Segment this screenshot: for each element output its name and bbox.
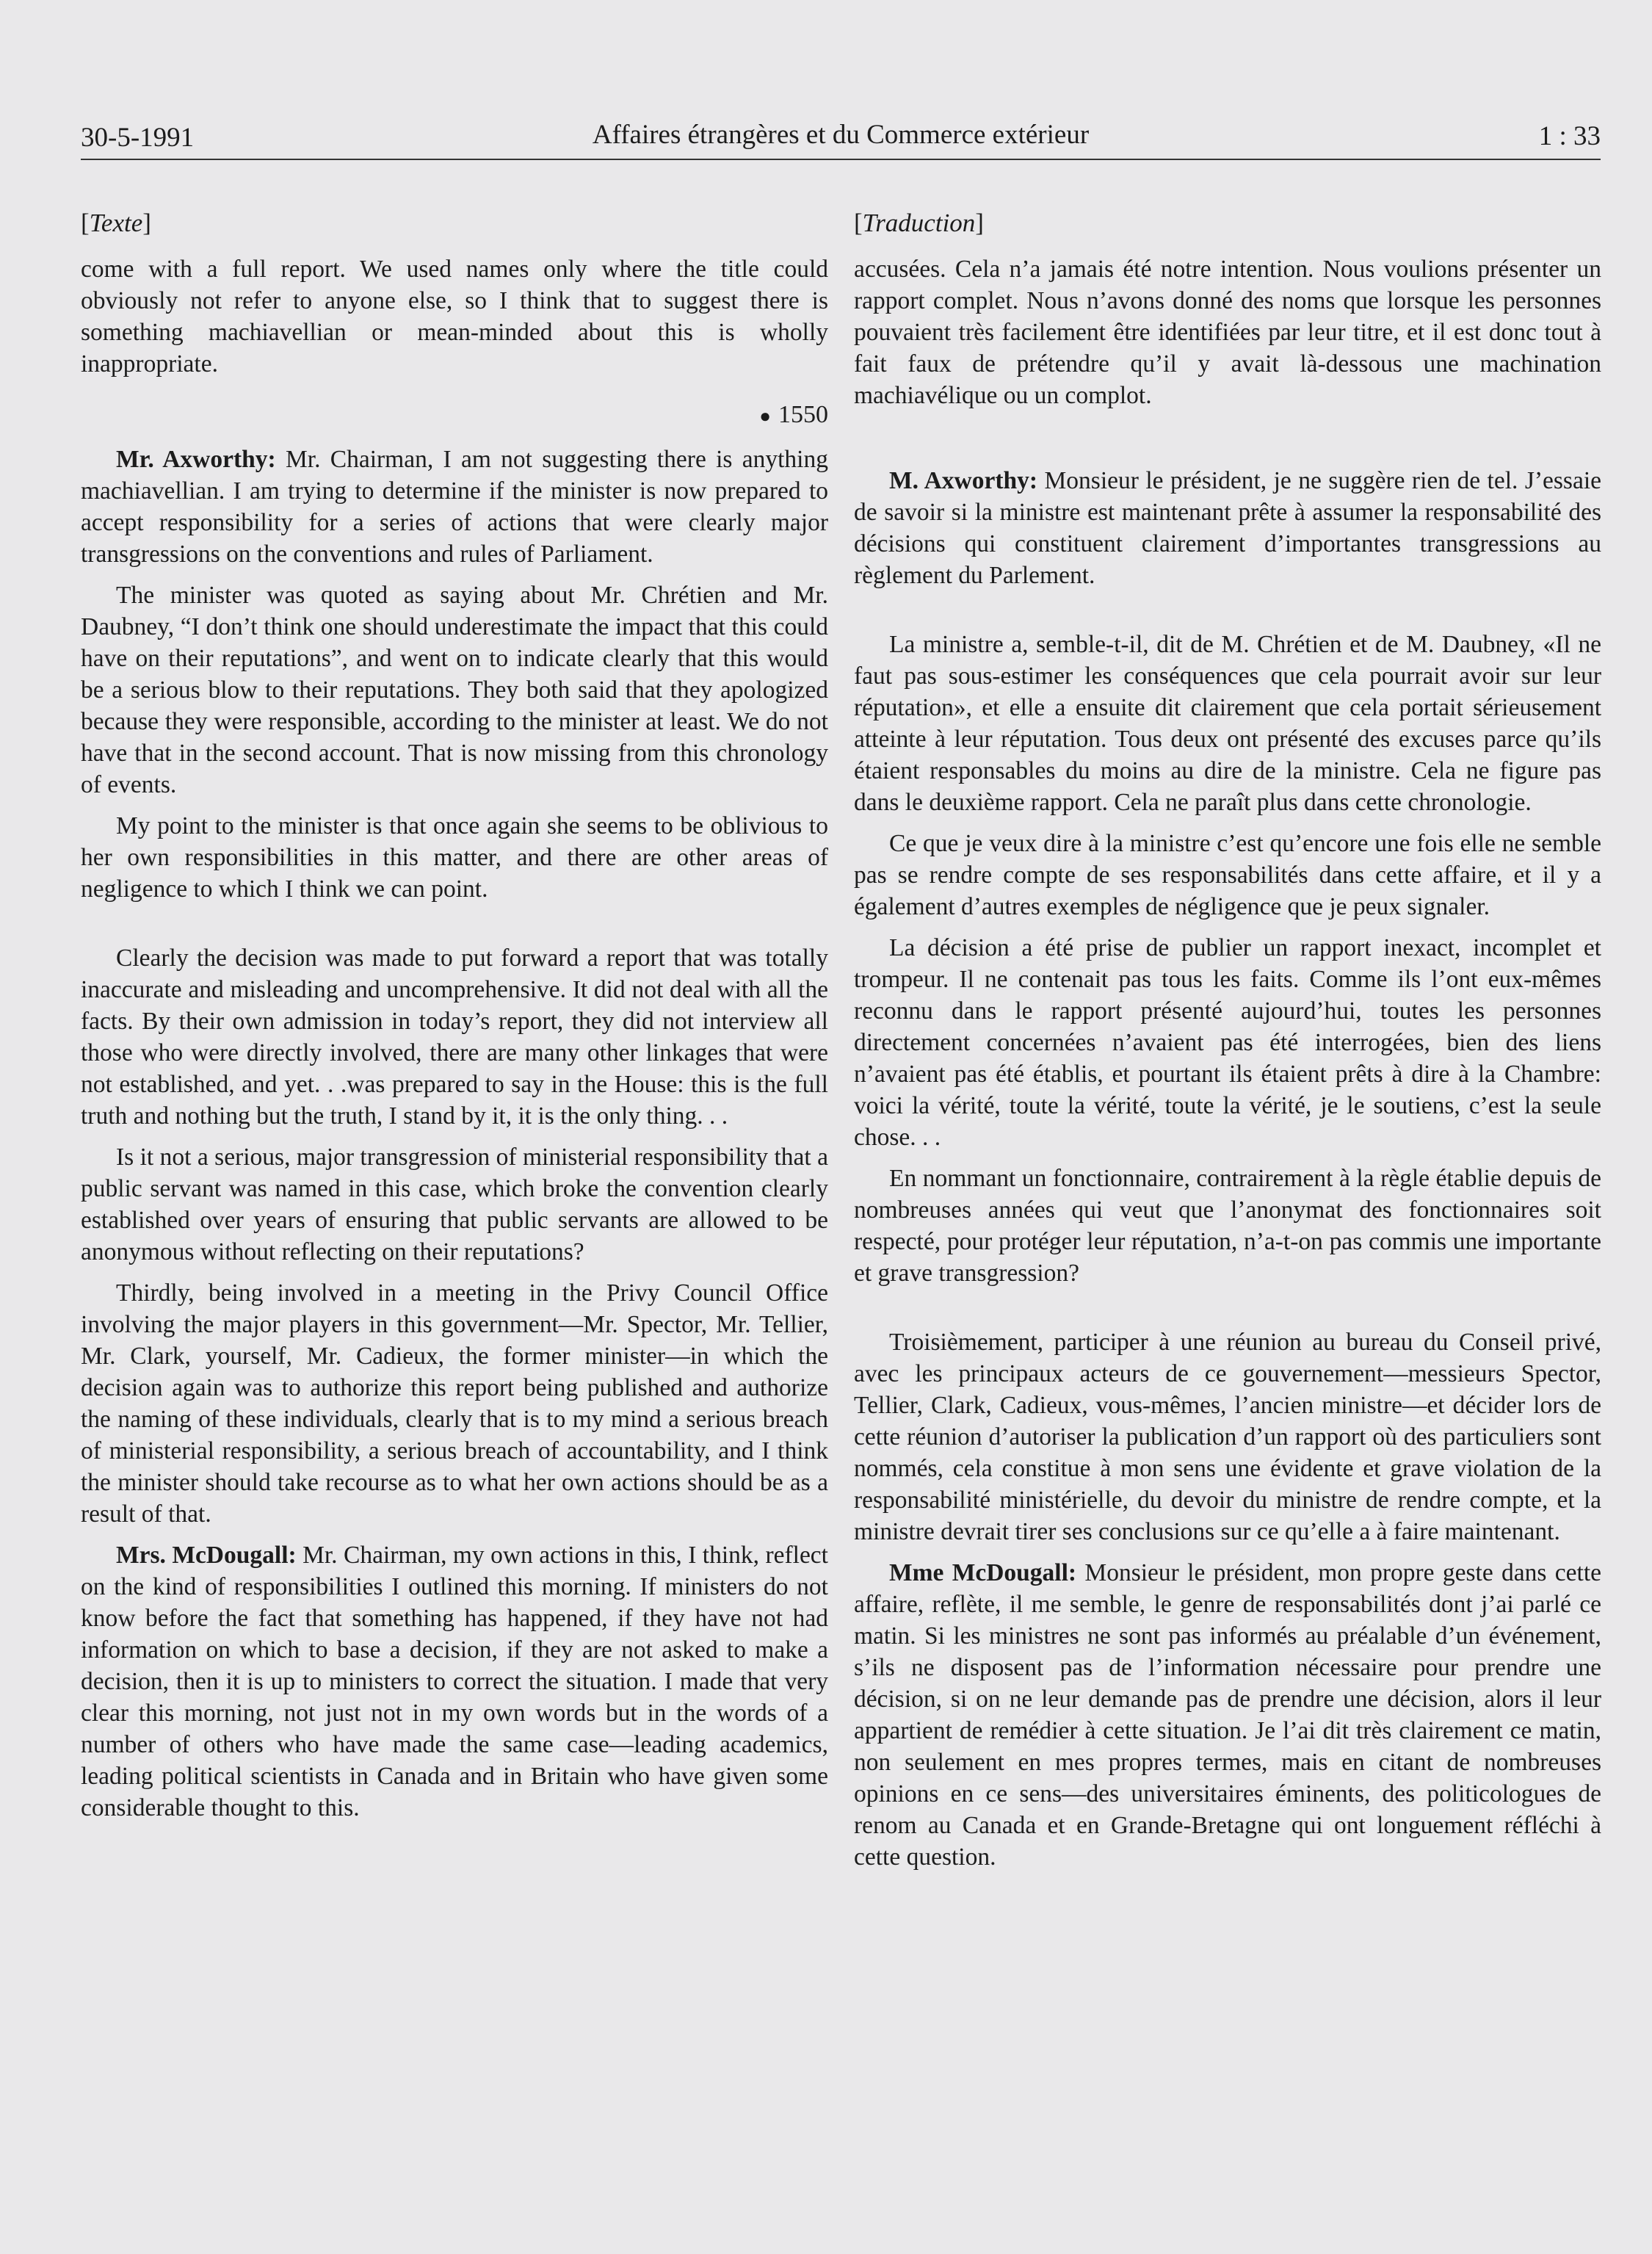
header-date: 30-5-1991: [81, 123, 195, 153]
speaker-name: M. Axworthy:: [889, 467, 1038, 494]
speech-text: Monsieur le président, je ne suggère rien de tel. J’essaie de savoir si la ministre est maintenant prête à assumer la responsabilité des décisions qui constituent clairement d’importantes transgressions au règlement du Parlement.: [854, 467, 1602, 589]
page-number: 1 : 33: [1538, 121, 1601, 151]
page-header: [81, 118, 1601, 160]
paragraph: La décision a été prise de publier un rapport inexact, incomplet et trompeur. Il ne contenait pas tous les faits. Comme ils l’ont eux-mêmes reconnu dans le rapport présenté aujourd’hui, toutes les personnes directement concernées n’avaient pas été interrogées, bien des liens n’avaient pas été établis, et pourtant ils étaient prêts à dire à la Chambre: voici la vérité, toute la vérité, toute la vérité, je le soutiens, c’est la seule chose. . .: [854, 934, 1601, 1151]
paragraph: come with a full report. We used names only where the title could obviously not refer to anyone else, so I think that to suggest there is something machiavellian or mean-minded about this is wholly inappropriate.: [81, 256, 828, 378]
spacer: [854, 421, 1601, 465]
timestamp-value: 1550: [778, 401, 828, 428]
tag-text: Texte: [89, 209, 143, 237]
paragraph: Ce que je veux dire à la ministre c’est qu’encore une fois elle ne semble pas se rendre compte de ses responsabilités dans cette affaire, et il y a également d’autres exemples de négligence que je peux signaler.: [854, 830, 1601, 920]
speech-text: Mr. Chairman, I am not suggesting there is anything machiavellian. I am trying to determine if the minister is now prepared to accept responsibility for a series of actions that were clearly major transgressions on the conventions and rules of Parliament.: [81, 446, 828, 568]
bullet-icon: ●: [759, 405, 771, 427]
paragraph: My point to the minister is that once again she seems to be oblivious to her own responsibilities in this matter, and there are other areas of negligence to which I think we can point.: [81, 812, 828, 903]
speaker-name: Mme McDougall:: [889, 1559, 1077, 1586]
spacer: [854, 601, 1601, 629]
section-tag: [Traduction]: [854, 209, 984, 237]
speaker-paragraph: [854, 1557, 1601, 1873]
section-tag: [Texte]: [81, 209, 151, 237]
speaker-name: Mrs. McDougall:: [116, 1542, 297, 1569]
speech-text: Mr. Chairman, my own actions in this, I think, reflect on the kind of responsibilities I outlined this morning. If ministers do not know before the fact that something has happened, if they have not had information on which to base a decision, if they are not asked to make a decision, then it is up to ministers to correct the situation. I made that very clear this morning, not just not in my own words but in the words of a number of others who have made the same case—leading academics, leading political scientists in Canada and in Britain who have given some considerable thought to this.: [81, 1542, 828, 1821]
paragraph: Is it not a serious, major transgression of ministerial responsibility that a public servant was named in this case, which broke the convention clearly established over years of ensuring that public servants are allowed to be anonymous without reflecting on their reputations?: [81, 1144, 828, 1265]
speaker-paragraph: [854, 465, 1601, 591]
english-column: [81, 207, 828, 1833]
timestamp: [81, 399, 828, 432]
paragraph: The minister was quoted as saying about Mr. Chrétien and Mr. Daubney, “I don’t think one should underestimate the impact that this could have on their reputations”, and went on to indicate clearly that this would be a serious blow to their reputations. They both said that they apologized because they were responsible, according to the minister at least. We do not have that in the second account. That is now missing from this chronology of events.: [81, 582, 828, 798]
paragraph: Thirdly, being involved in a meeting in the Privy Council Office involving the major players in this government—Mr. Spector, Mr. Tellier, Mr. Clark, yourself, Mr. Cadieux, the former minister—in which the decision again was to authorize this report being published and authorize the naming of these individuals, clearly that is to my mind a serious breach of ministerial responsibility, a serious breach of accountability, and I think the minister should take recourse as to what her own actions should be as a result of that.: [81, 1279, 828, 1528]
french-column: [854, 207, 1601, 1882]
speech-text: Monsieur le président, mon propre geste dans cette affaire, reflète, il me semble, le genre de responsabilités dont j’ai parlé ce matin. Si les ministres ne sont pas informés au préalable d’un événement, s’ils ne disposent pas de l’information nécessaire pour prendre une décision, si on ne leur demande pas de prendre une décision, alors il leur appartient de remédier à cette situation. Je l’ai dit très clairement ce matin, non seulement en mes propres termes, mais en citant de nombreuses opinions en ce sens—des universitaires éminents, des politicologues de renom au Canada et en Grande-Bretagne qui ont longuement réfléchi à cette question.: [854, 1559, 1601, 1871]
paragraph: En nommant un fonctionnaire, contrairement à la règle établie depuis de nombreuses années qui veut que l’anonymat des fonctionnaires soit respecté, pour protéger leur réputation, n’a-t-on pas commis une importante et grave transgression?: [854, 1165, 1601, 1287]
speaker-name: Mr. Axworthy:: [116, 446, 276, 473]
paragraph: Clearly the decision was made to put forward a report that was totally inaccurate and misleading and uncomprehensive. It did not deal with all the facts. By their own admission in today’s report, they did not interview all those who were directly involved, there are many other linkages that were not established, and yet. . .was prepared to say in the House: this is the full truth and nothing but the truth, I stand by it, it is the only thing. . .: [81, 944, 828, 1130]
speaker-paragraph: [81, 1539, 828, 1824]
header-title: Affaires étrangères et du Commerce extérieur: [592, 120, 1090, 150]
speaker-paragraph: [81, 444, 828, 570]
paragraph: accusées. Cela n’a jamais été notre intention. Nous voulions présenter un rapport complet. Nous n’avons donné des noms que lorsque les personnes pouvaient très facilement être identifiées par leur titre, et il est donc tout à fait faux de prétendre qu’il y avait là-dessous une machination machiavélique ou un complot.: [854, 256, 1601, 409]
header-rule: [81, 159, 1601, 160]
paragraph: La ministre a, semble-t-il, dit de M. Chrétien et de M. Daubney, «Il ne faut pas sous-estimer les conséquences que cela pourrait avoir sur leur réputation», et elle a ensuite dit clairement que cela portait sérieusement atteinte à leur réputation. Tous deux ont présenté des excuses parce qu’ils étaient responsables du moins au dire de la ministre. Cela ne figure pas dans le deuxième rapport. Cela ne paraît plus dans cette chronologie.: [854, 631, 1601, 816]
tag-text: Traduction: [862, 209, 976, 237]
spacer: [854, 1298, 1601, 1326]
spacer: [81, 914, 828, 942]
paragraph: Troisièmement, participer à une réunion au bureau du Conseil privé, avec les principaux acteurs de ce gouvernement—messieurs Spector, Tellier, Clark, Cadieux, vous-mêmes, l’ancien ministre—et décider lors de cette réunion d’autoriser la publication d’un rapport où des particuliers sont nommés, cela constitue à mon sens une évidente et grave violation de la responsabilité ministérielle, du devoir du ministre de rendre compte, et la ministre devrait tirer ses conclusions sur ce qu’elle a à faire maintenant.: [854, 1329, 1601, 1545]
